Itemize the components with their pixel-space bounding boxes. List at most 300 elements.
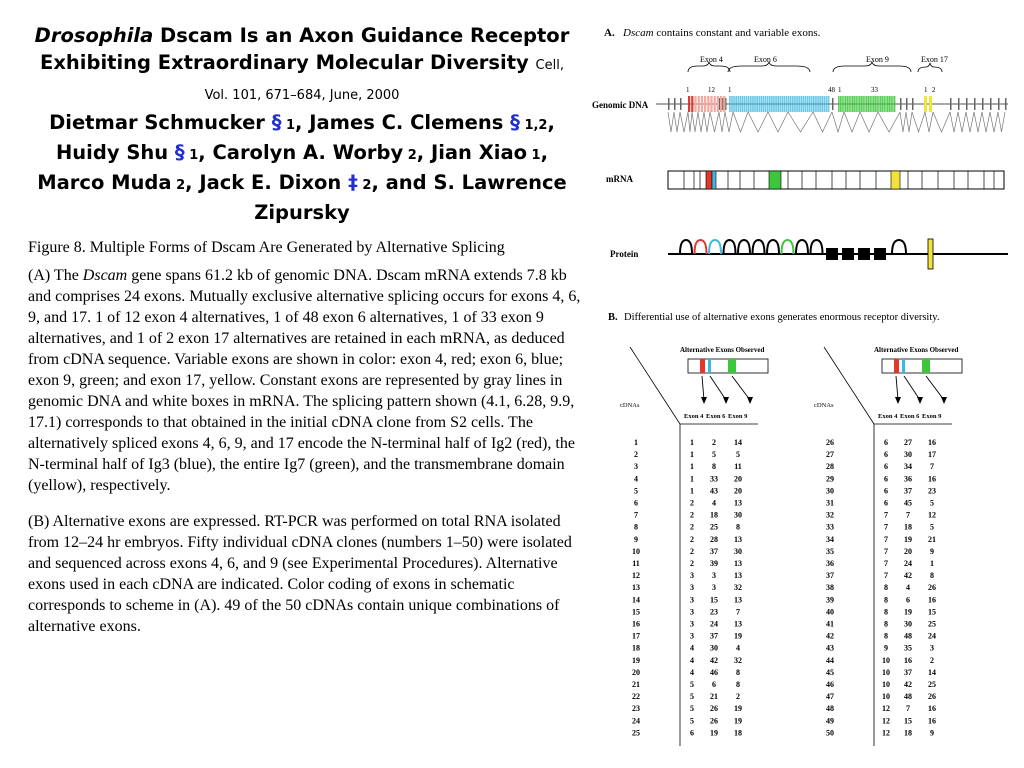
table-cell: 32 <box>734 583 742 593</box>
author-affiliation-mark: ‡ <box>341 171 358 194</box>
exon6-variant <box>788 96 790 112</box>
exon4-variant <box>723 96 725 112</box>
citation: Cell, Vol. 101, 671–684, June, 2000 <box>204 58 564 103</box>
table-cell: 6 <box>690 728 694 738</box>
exon6-variant <box>826 96 828 112</box>
table-cell: 15 <box>904 716 912 726</box>
title-main: Dscam Is an Axon Guidance Receptor Exhibiting Extraordinary Molecular Diversity <box>40 24 570 74</box>
table-cell: 2 <box>690 559 694 568</box>
table-cell: 8 <box>736 522 740 532</box>
constant-exon <box>1005 98 1007 110</box>
table-cell: 7 <box>884 546 888 556</box>
exon6-variant <box>731 96 733 112</box>
table-cell: 30 <box>904 619 912 629</box>
table-cell: 48 <box>904 692 912 702</box>
author-affiliation-mark: 2 <box>171 178 186 193</box>
exon9-variant <box>840 96 841 112</box>
exon17-variant <box>924 96 927 112</box>
table-cell: 12 <box>882 704 890 714</box>
table-cell: 37 <box>904 667 912 677</box>
panel-a-title: Dscam contains constant and variable exons. <box>623 27 821 39</box>
table-cell: 16 <box>928 595 936 605</box>
ig-domain <box>782 240 794 254</box>
exon6-variant <box>771 96 773 112</box>
exon4-variant <box>717 96 719 112</box>
genomic-dna-track <box>656 96 1008 132</box>
table-cell: 33 <box>710 474 718 484</box>
exon6-variant <box>742 96 744 112</box>
table-cell: 30 <box>710 643 718 653</box>
table-cell: 46 <box>710 667 718 677</box>
table-cell: 5 <box>634 486 638 496</box>
table-cell: 6 <box>884 462 888 472</box>
constant-exon <box>832 98 834 110</box>
table-cell: 37 <box>904 486 912 496</box>
arrow-head <box>723 397 729 404</box>
table-cell: 35 <box>904 643 912 653</box>
exon6-variant <box>811 96 813 112</box>
table-cell: 34 <box>826 534 834 544</box>
author-name: Marco Muda <box>37 171 172 194</box>
table-cell: 45 <box>826 667 834 677</box>
exon9-variant <box>838 96 839 112</box>
exon6-variant <box>769 96 771 112</box>
exon9-variant <box>847 96 848 112</box>
table-cell: 38 <box>826 583 834 593</box>
author-name: Carolyn A. Worby <box>212 141 404 164</box>
table-cell: 5 <box>690 692 694 702</box>
exon6-variant <box>744 96 746 112</box>
author-name: Jack E. Dixon <box>199 171 342 194</box>
table-cell: 26 <box>928 583 936 593</box>
exon9-variant <box>887 96 888 112</box>
panel-a-letter: A. <box>604 27 615 39</box>
exon9-variant <box>884 96 885 112</box>
table-cell: 2 <box>690 546 694 556</box>
constant-exon <box>982 98 984 110</box>
table-cell: 7 <box>634 510 638 520</box>
exon17-variant <box>929 96 932 112</box>
fibronectin-domain <box>826 248 838 260</box>
exon6-variant <box>735 96 737 112</box>
table-cell: 16 <box>632 619 640 629</box>
constant-exon <box>990 98 992 110</box>
table-cell: 34 <box>904 462 912 472</box>
table-cell: 16 <box>928 716 936 726</box>
table-cell: 24 <box>904 559 912 568</box>
exon-column-header: Exon 4 <box>878 413 898 420</box>
figure-caption <box>28 237 584 644</box>
protein-label: Protein <box>610 249 639 259</box>
mini-exon6 <box>902 359 905 373</box>
exon9-variant <box>849 96 850 112</box>
table-cell: 10 <box>632 546 640 556</box>
table-cell: 16 <box>928 438 936 447</box>
table-cell: 19 <box>710 728 718 738</box>
exon6-variant <box>815 96 817 112</box>
exon6-variant <box>790 96 792 112</box>
table-cell: 39 <box>710 559 718 568</box>
table-cell: 10 <box>882 680 890 689</box>
cdna-table-left <box>620 346 768 746</box>
exon-column-header: Exon 6 <box>900 413 920 420</box>
arrow-head <box>917 397 923 404</box>
table-cell: 4 <box>736 643 740 653</box>
ig-domain <box>796 240 808 254</box>
table-cell: 2 <box>690 510 694 520</box>
table-cell: 42 <box>904 680 912 689</box>
table-cell: 13 <box>734 559 742 568</box>
author-affiliation-mark: 2 <box>403 148 417 163</box>
table-cell: 7 <box>884 510 888 520</box>
author-name: Dietmar Schmucker <box>49 111 265 134</box>
exon9-variant <box>842 96 843 112</box>
table-cell: 36 <box>826 559 834 568</box>
table-cell: 7 <box>884 522 888 532</box>
exon17-last-number: 2 <box>932 86 936 94</box>
table-cell: 17 <box>928 450 936 460</box>
table-cell: 5 <box>712 450 716 460</box>
exon4-variant <box>688 96 690 112</box>
table-cell: 30 <box>734 546 742 556</box>
table-cell: 18 <box>904 728 912 738</box>
exon9-variant <box>882 96 883 112</box>
table-cell: 46 <box>826 680 834 689</box>
exon9-variant <box>843 96 844 112</box>
table-cell: 26 <box>826 438 834 447</box>
ig-domain <box>709 240 721 254</box>
table-cell: 8 <box>884 631 888 641</box>
author-affiliation-mark: § <box>168 141 185 164</box>
exon6-variant <box>796 96 798 112</box>
author-affiliation-mark: 1,2 <box>519 118 548 133</box>
table-cell: 8 <box>736 667 740 677</box>
table-cell: 28 <box>710 534 718 544</box>
exon6-variant <box>817 96 819 112</box>
table-cell: 18 <box>710 510 718 520</box>
ig-domain <box>680 240 692 254</box>
table-cell: 8 <box>930 571 934 581</box>
table-cell: 10 <box>882 655 890 665</box>
exon-column-header: Exon 9 <box>728 413 748 420</box>
table-cell: 4 <box>712 498 716 508</box>
exon6-variant <box>807 96 809 112</box>
exon-column-header: Exon 9 <box>922 413 942 420</box>
exon6-variant <box>754 96 756 112</box>
table-cell: 25 <box>632 728 640 738</box>
table-cell: 8 <box>736 680 740 689</box>
table-cell: 14 <box>632 595 640 605</box>
table-cell: 6 <box>884 486 888 496</box>
exon6-variant <box>798 96 800 112</box>
table-cell: 5 <box>690 704 694 714</box>
table-cell: 4 <box>634 474 638 484</box>
exon6-variant <box>775 96 777 112</box>
table-cell: 26 <box>710 716 718 726</box>
exon6-variant <box>824 96 826 112</box>
table-cell: 48 <box>904 631 912 641</box>
constant-exon <box>958 98 960 110</box>
fibronectin-domain <box>874 248 886 260</box>
table-cell: 7 <box>930 462 934 472</box>
exon4-first-number: 1 <box>686 86 690 94</box>
exon9-variant <box>845 96 846 112</box>
exon9-last-number: 33 <box>871 86 878 94</box>
table-cell: 2 <box>690 534 694 544</box>
exon-column-header: Exon 4 <box>684 413 704 420</box>
table-cell: 3 <box>690 619 694 629</box>
exon6-variant <box>800 96 802 112</box>
exon6-variant <box>809 96 811 112</box>
author-affiliation-mark: 1 <box>281 118 296 133</box>
exon6-variant <box>746 96 748 112</box>
exon6-variant <box>779 96 781 112</box>
alternative-exons-header: Alternative Exons Observed <box>680 346 765 354</box>
exon6-last-number: 48 <box>828 86 835 94</box>
ig-domain <box>811 240 823 254</box>
table-cell: 1 <box>930 559 934 568</box>
caption-heading: Figure 8. Multiple Forms of Dscam Are Generated by Alternative Splicing <box>28 239 505 256</box>
table-cell: 23 <box>632 704 640 714</box>
fibronectin-domain <box>858 248 870 260</box>
table-cell: 3 <box>690 571 694 581</box>
table-cell: 27 <box>904 438 912 447</box>
exon4-label: Exon 4 <box>700 55 723 64</box>
table-cell: 20 <box>734 486 742 496</box>
constant-exon <box>668 98 670 110</box>
arrow-line <box>732 376 750 400</box>
exon6-variant <box>748 96 750 112</box>
exon4-variant <box>710 96 712 112</box>
table-cell: 1 <box>690 486 694 496</box>
table-cell: 1 <box>690 462 694 472</box>
table-cell: 1 <box>634 438 638 447</box>
table-cell: 2 <box>712 438 716 447</box>
cdna-table-right <box>814 346 962 746</box>
alternative-exons-header: Alternative Exons Observed <box>874 346 959 354</box>
author-affiliation-mark: 2 <box>357 178 372 193</box>
arrow-line <box>926 376 944 400</box>
table-cell: 8 <box>884 583 888 593</box>
table-cell: 12 <box>882 716 890 726</box>
table-cell: 8 <box>884 619 888 629</box>
table-cell: 5 <box>930 498 934 508</box>
panel-b-title: Differential use of alternative exons generates enormous receptor diversity. <box>624 312 940 323</box>
exon6-variant <box>765 96 767 112</box>
table-cell: 6 <box>884 498 888 508</box>
table-cell: 8 <box>884 595 888 605</box>
exon6-variant <box>821 96 823 112</box>
table-cell: 16 <box>928 704 936 714</box>
mini-exon6 <box>708 359 711 373</box>
table-cell: 48 <box>826 704 834 714</box>
table-cell: 31 <box>826 498 834 508</box>
table-cell: 9 <box>930 546 934 556</box>
exon9-variant <box>892 96 893 112</box>
exon9-variant <box>889 96 890 112</box>
table-cell: 3 <box>634 462 638 472</box>
exon9-variant <box>891 96 892 112</box>
table-cell: 1 <box>690 474 694 484</box>
exon6-variant <box>828 96 830 112</box>
table-cell: 19 <box>904 607 912 617</box>
table-cell: 14 <box>734 438 742 447</box>
table-cell: 15 <box>928 607 936 617</box>
exon4-variant <box>720 96 722 112</box>
caption-paragraph-b: (B) Alternative exons are expressed. RT-PCR was performed on total RNA isolated from 12–24 hr embryos. Fifty individual cDNA clones (numbers 1–50) were isolated and sequenced across exons 4, 6, and 9 (see Experimental Procedures). Alternative exons used in each cDNA are indicated. Color coding of exons in schematic corresponds to scheme in (A). 49 of the 50 cDNAs contain unique combinations of alternative exons. <box>28 513 572 635</box>
exon9-variant <box>870 96 871 112</box>
table-cell: 6 <box>884 450 888 460</box>
table-cell: 32 <box>734 655 742 665</box>
table-cell: 13 <box>734 571 742 581</box>
table-cell: 8 <box>634 522 638 532</box>
author-affiliation-mark: 1 <box>527 148 541 163</box>
mini-exon4 <box>700 359 705 373</box>
exon9-variant <box>871 96 872 112</box>
table-cell: 26 <box>928 692 936 702</box>
table-cell: 2 <box>736 692 740 702</box>
constant-exon <box>912 98 914 110</box>
author-affiliation-mark: § <box>503 111 520 134</box>
author-name: S. Lawrence Zipursky <box>254 171 567 224</box>
ig-domain <box>724 240 736 254</box>
table-cell: 2 <box>930 655 934 665</box>
exon9-variant <box>854 96 855 112</box>
table-cell: 14 <box>928 667 936 677</box>
table-cell: 13 <box>734 498 742 508</box>
exon9-variant <box>852 96 853 112</box>
table-cell: 9 <box>884 643 888 653</box>
arrow-line <box>702 376 704 400</box>
exon6-variant <box>803 96 805 112</box>
table-cell: 2 <box>690 522 694 532</box>
table-cell: 12 <box>882 728 890 738</box>
constant-exon <box>674 98 676 110</box>
genomic-dna-label: Genomic DNA <box>592 100 649 110</box>
table-cell: 24 <box>632 716 640 726</box>
ig-domain <box>695 240 707 254</box>
author-name: Huidy Shu <box>55 141 169 164</box>
exon4-variant <box>701 96 703 112</box>
table-cell: 28 <box>826 462 834 472</box>
exon6-variant <box>819 96 821 112</box>
table-cell: 13 <box>734 619 742 629</box>
exon9-variant <box>877 96 878 112</box>
table-cell: 3 <box>690 583 694 593</box>
exon6-variant <box>737 96 739 112</box>
exon9-first-number: 1 <box>838 86 842 94</box>
figure-8 <box>588 14 1018 754</box>
table-cell: 19 <box>734 631 742 641</box>
arrow-head <box>701 397 707 404</box>
exon6-variant <box>761 96 763 112</box>
table-cell: 6 <box>906 595 910 605</box>
mrna-track <box>668 171 1004 189</box>
constant-exon <box>974 98 976 110</box>
table-cell: 6 <box>712 680 716 689</box>
constant-exon <box>906 98 908 110</box>
exon9-variant <box>863 96 864 112</box>
table-cell: 40 <box>826 607 834 617</box>
constant-exon <box>998 98 1000 110</box>
table-cell: 45 <box>904 498 912 508</box>
diagonal-rule <box>824 347 874 424</box>
exon17-first-number: 1 <box>924 86 928 94</box>
table-cell: 42 <box>826 631 834 641</box>
table-cell: 35 <box>826 546 834 556</box>
table-cell: 2 <box>634 450 638 460</box>
table-cell: 15 <box>710 595 718 605</box>
table-cell: 2 <box>690 498 694 508</box>
author-name: James C. Clemens <box>309 111 504 134</box>
table-cell: 20 <box>904 546 912 556</box>
table-cell: 5 <box>690 716 694 726</box>
exon6-variant <box>763 96 765 112</box>
mini-exon4 <box>894 359 899 373</box>
exon4-variant <box>707 96 709 112</box>
exon6-variant <box>733 96 735 112</box>
table-cell: 19 <box>734 716 742 726</box>
exon9-variant <box>864 96 865 112</box>
table-cell: 10 <box>882 692 890 702</box>
table-cell: 25 <box>928 680 936 689</box>
exon9-variant <box>875 96 876 112</box>
table-cell: 1 <box>690 450 694 460</box>
exon9-variant <box>866 96 867 112</box>
arrow-head <box>941 397 947 404</box>
table-cell: 12 <box>632 571 640 581</box>
exon9-variant <box>856 96 857 112</box>
exon9-variant <box>894 96 895 112</box>
paper-title-block <box>28 22 576 226</box>
table-cell: 39 <box>826 595 834 605</box>
table-cell: 18 <box>904 522 912 532</box>
diagonal-rule <box>630 347 680 424</box>
exon9-variant <box>880 96 881 112</box>
table-cell: 17 <box>632 631 640 641</box>
table-cell: 24 <box>928 631 936 641</box>
table-cell: 3 <box>690 631 694 641</box>
table-cell: 18 <box>632 643 640 653</box>
exon6-variant <box>740 96 742 112</box>
table-cell: 27 <box>826 450 834 460</box>
table-cell: 36 <box>904 474 912 484</box>
exon4-last-number: 12 <box>708 86 715 94</box>
table-cell: 3 <box>712 571 716 581</box>
exon9-variant <box>868 96 869 112</box>
arrow-line <box>904 376 920 400</box>
table-cell: 3 <box>930 643 934 653</box>
table-cell: 20 <box>734 474 742 484</box>
table-cell: 12 <box>928 510 936 520</box>
table-cell: 33 <box>826 522 834 532</box>
table-cell: 5 <box>736 450 740 460</box>
table-cell: 47 <box>826 692 834 702</box>
table-cell: 23 <box>928 486 936 496</box>
table-cell: 50 <box>826 728 834 738</box>
table-cell: 43 <box>826 643 834 653</box>
exon6-variant <box>758 96 760 112</box>
table-cell: 25 <box>928 619 936 629</box>
table-cell: 42 <box>904 571 912 581</box>
constant-exon <box>950 98 952 110</box>
panel-b-letter: B. <box>608 312 618 323</box>
constant-exon <box>966 98 968 110</box>
exon6-variant <box>805 96 807 112</box>
table-cell: 7 <box>736 607 740 617</box>
exon4-variant <box>694 96 696 112</box>
table-cell: 30 <box>826 486 834 496</box>
